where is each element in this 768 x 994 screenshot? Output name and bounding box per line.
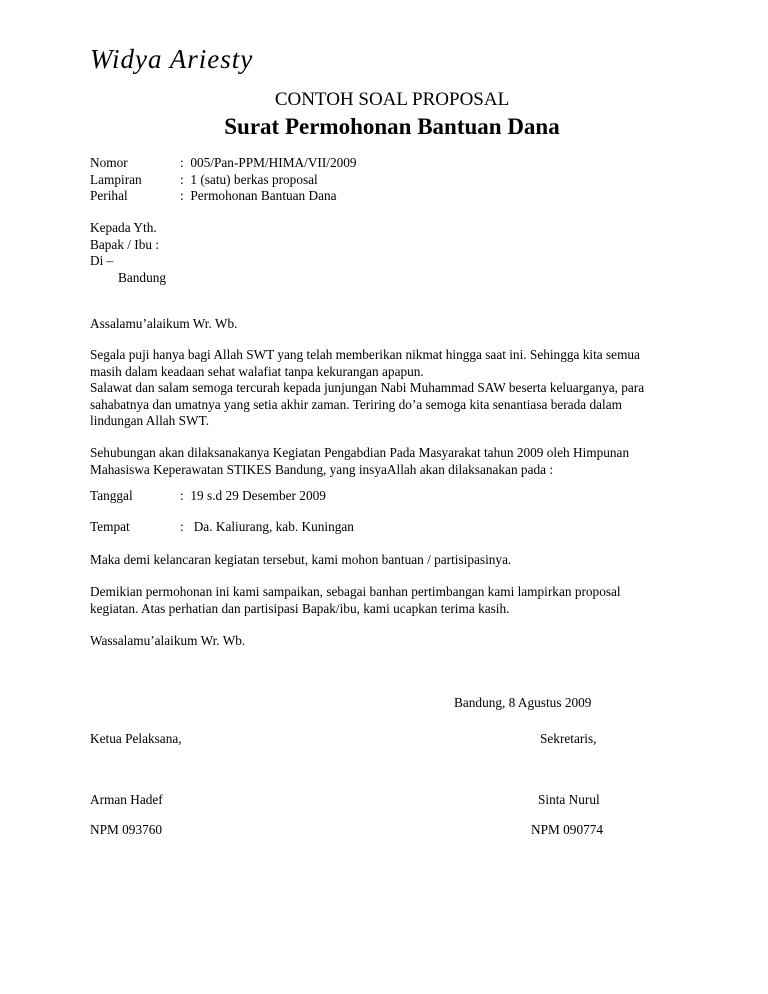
document-title: Surat Permohonan Bantuan Dana (224, 114, 560, 139)
event-date-value: : 19 s.d 29 Desember 2009 (180, 488, 326, 503)
text-line: Demikian permohonan ini kami sampaikan, sebagai banhan pertimbangan kami lampirkan proposal (90, 584, 621, 599)
text-line: Salawat dan salam semoga tercurah kepada junjungan Nabi Muhammad SAW beserta keluarganya, para (90, 380, 645, 395)
field-nomor (90, 155, 690, 172)
left-signer-npm: NPM 093760 (90, 822, 163, 837)
recipient-line: Kepada Yth. (90, 220, 157, 235)
event-place-label: Tempat (90, 519, 130, 534)
author-name: Widya Ariesty (90, 44, 254, 74)
closing-paragraph-2 (90, 584, 690, 617)
field-value: : 005/Pan-PPM/HIMA/VII/2009 (180, 155, 357, 170)
right-signer-npm: NPM 090774 (531, 822, 604, 837)
field-label: Lampiran (90, 172, 142, 187)
closing-paragraph-1: Maka demi kelancaran kegiatan tersebut, kami mohon bantuan / partisipasinya. (90, 552, 512, 567)
recipient-line: Bapak / Ibu : (90, 236, 160, 252)
body-paragraph-1 (90, 347, 690, 430)
text-line: Segala puji hanya bagi Allah SWT yang telah memberikan nikmat hingga saat ini. Sehingga kita semua (90, 347, 640, 362)
greeting: Assalamu’alaikum Wr. Wb. (90, 316, 238, 331)
field-lampiran (90, 172, 690, 189)
right-signer-role: Sekretaris, (540, 731, 597, 746)
event-date-label: Tanggal (90, 488, 133, 503)
field-value: : Permohonan Bantuan Dana (180, 188, 337, 203)
event-place-value: : Da. Kaliurang, kab. Kuningan (180, 519, 354, 534)
event-place (90, 519, 690, 536)
recipient-city: Bandung (118, 269, 167, 285)
recipient-line: Di – (90, 253, 114, 268)
left-signer-name: Arman Hadef (90, 792, 163, 807)
text-line: Sehubungan akan dilaksanakanya Kegiatan Pengabdian Pada Masyarakat tahun 2009 oleh Himpunan (90, 445, 630, 460)
recipient-block (90, 220, 690, 286)
event-date (90, 488, 690, 505)
text-line: lindungan Allah SWT. (90, 413, 210, 428)
farewell: Wassalamu’alaikum Wr. Wb. (90, 633, 246, 648)
field-label: Nomor (90, 155, 128, 170)
field-perihal (90, 188, 690, 205)
text-line: masih dalam keadaan sehat walafiat tanpa kekurangan apapun. (90, 363, 424, 379)
document-heading: CONTOH SOAL PROPOSAL (274, 89, 510, 110)
text-line: kegiatan. Atas perhatian dan partisipasi Bapak/ibu, kami ucapkan terima kasih. (90, 600, 510, 616)
field-value: : 1 (satu) berkas proposal (180, 172, 318, 187)
right-signer-name: Sinta Nurul (538, 792, 600, 807)
left-signer-role: Ketua Pelaksana, (90, 731, 182, 746)
text-line: Mahasiswa Keperawatan STIKES Bandung, yang insyaAllah akan dilaksanakan pada : (90, 461, 554, 477)
field-label: Perihal (90, 188, 128, 203)
signature-place-date: Bandung, 8 Agustus 2009 (454, 695, 592, 710)
text-line: sahabatnya dan umatnya yang setia akhir zaman. Teriring do’a semoga kita senantiasa berada dalam (90, 396, 622, 412)
body-paragraph-2 (90, 445, 690, 478)
